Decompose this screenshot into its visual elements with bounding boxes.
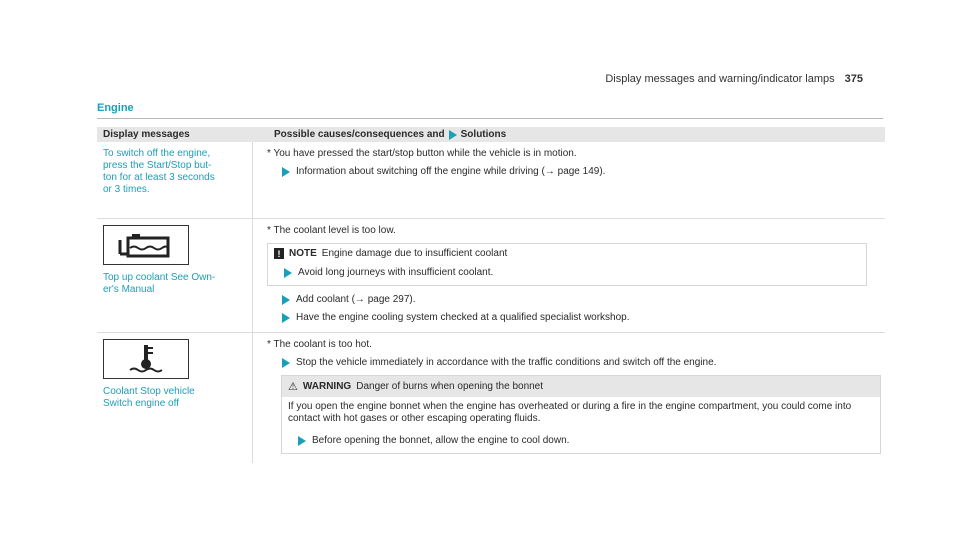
table-row <box>97 142 885 219</box>
arrow-right-icon <box>282 295 290 305</box>
table-header <box>97 127 885 142</box>
warning-box <box>281 375 881 454</box>
warning-body: If you open the engine bonnet when the engine has overheated or during a fire in the engine compartment, you could come into contact with hot gases or other escaping operating fluids. <box>288 401 852 424</box>
table-row <box>97 219 885 333</box>
messages-table <box>97 127 885 463</box>
coolant-level-icon <box>103 225 189 265</box>
solution-text[interactable]: Information about switching off the engine while driving (→ page 149). <box>296 166 606 177</box>
arrow-right-icon <box>298 436 306 446</box>
warning-bullet <box>282 431 880 453</box>
arrow-right-icon <box>282 313 290 323</box>
header-title: Display messages and warning/indicator lamps <box>605 73 835 85</box>
solution-item <box>282 312 885 324</box>
warning-header <box>282 376 880 397</box>
page-header <box>605 73 863 85</box>
cause-text: * You have pressed the start/stop button while the vehicle is in motion. <box>267 148 577 159</box>
cause-text: * The coolant level is too low. <box>267 225 396 236</box>
note-bullet-text: Avoid long journeys with insufficient coolant. <box>298 267 494 278</box>
message-cell <box>97 333 253 463</box>
section-divider <box>97 118 883 119</box>
display-message: To switch off the engine, press the Start/Stop but- ton for at least 3 seconds or 3 times. <box>103 148 215 195</box>
arrow-right-icon <box>284 268 292 278</box>
warning-label: WARNING <box>302 381 352 392</box>
exclamation-icon: ! <box>274 248 284 259</box>
warning-triangle-icon: ⚠ <box>288 381 298 393</box>
warning-bullet-text: Before opening the bonnet, allow the engine to cool down. <box>312 435 570 446</box>
note-text: Engine damage due to insufficient coolant <box>321 248 508 259</box>
warning-text: Danger of burns when opening the bonnet <box>356 381 544 392</box>
message-cell <box>97 142 253 218</box>
solution-text[interactable]: Add coolant (→ page 297). <box>296 294 416 305</box>
page-number: 375 <box>844 73 863 85</box>
solution-item <box>282 357 885 369</box>
solution-item <box>282 294 885 306</box>
solution-text: Have the engine cooling system checked at a qualified specialist workshop. <box>296 312 630 323</box>
coolant-temperature-icon <box>103 339 189 379</box>
solution-item <box>282 166 885 178</box>
note-bullet <box>268 263 866 285</box>
display-message: Coolant Stop vehicle Switch engine off <box>103 386 195 409</box>
arrow-right-icon <box>449 130 457 140</box>
col-header-display-messages: Display messages <box>103 129 190 140</box>
note-header <box>268 244 866 263</box>
section-title: Engine <box>97 102 134 114</box>
solution-text: Stop the vehicle immediately in accordance with the traffic conditions and switch off the engine. <box>296 357 717 368</box>
col-header-causes-label: Possible causes/consequences and <box>274 129 445 140</box>
causes-cell <box>253 142 885 218</box>
arrow-right-icon <box>282 167 290 177</box>
table-row <box>97 333 885 463</box>
col-header-causes <box>261 129 885 140</box>
message-cell <box>97 219 253 332</box>
note-label: NOTE <box>289 248 317 259</box>
note-box <box>267 243 867 286</box>
causes-cell <box>253 219 885 332</box>
display-message: Top up coolant See Own- er's Manual <box>103 272 216 295</box>
causes-cell <box>253 333 885 463</box>
cause-text: * The coolant is too hot. <box>267 339 372 350</box>
col-header-solutions-label: Solutions <box>460 129 507 140</box>
arrow-right-icon <box>282 358 290 368</box>
